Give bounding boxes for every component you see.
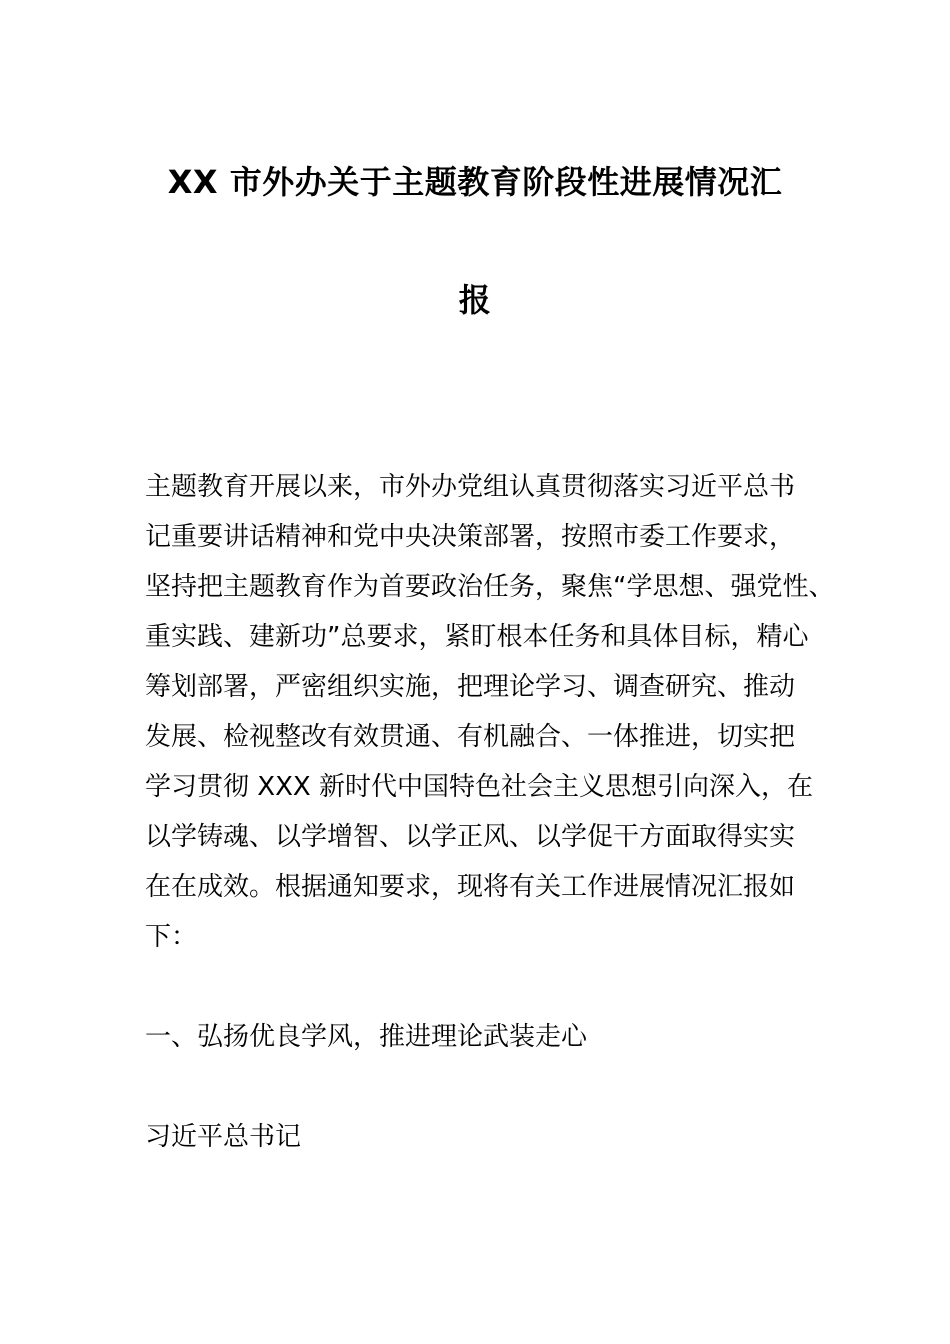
document-title-line-1: XX 市外办关于主题教育阶段性进展情况汇 [167,163,783,201]
section-heading: 一、弘扬优良学风，推进理论武装走心 [145,1022,588,1052]
paragraph-line: 坚持把主题教育作为首要政治任务，聚焦“学思想、强党性、 [145,572,835,602]
paragraph-line: 在在成效。根据通知要求，现将有关工作进展情况汇报如 [145,872,796,902]
paragraph-line: 筹划部署，严密组织实施，把理论学习、调查研究、推动 [145,672,796,702]
paragraph-line: 以学铸魂、以学增智、以学正风、以学促干方面取得实实 [145,822,796,852]
paragraph-line: 重实践、建新功”总要求，紧盯根本任务和具体目标，精心 [145,622,809,652]
paragraph-line: 记重要讲话精神和党中央决策部署，按照市委工作要求， [145,522,796,552]
paragraph-line: 主题教育开展以来，市外办党组认真贯彻落实习近平总书 [145,472,796,502]
paragraph-line: 学习贯彻 XXX 新时代中国特色社会主义思想引向深入，在 [145,772,813,802]
paragraph-line: 发展、检视整改有效贯通、有机融合、一体推进，切实把 [145,722,796,752]
intro-paragraph [145,462,835,962]
document-title-line-2: 报 [458,281,492,319]
paragraph-line: 下： [145,922,198,952]
trailing-text: 习近平总书记 [145,1122,302,1152]
